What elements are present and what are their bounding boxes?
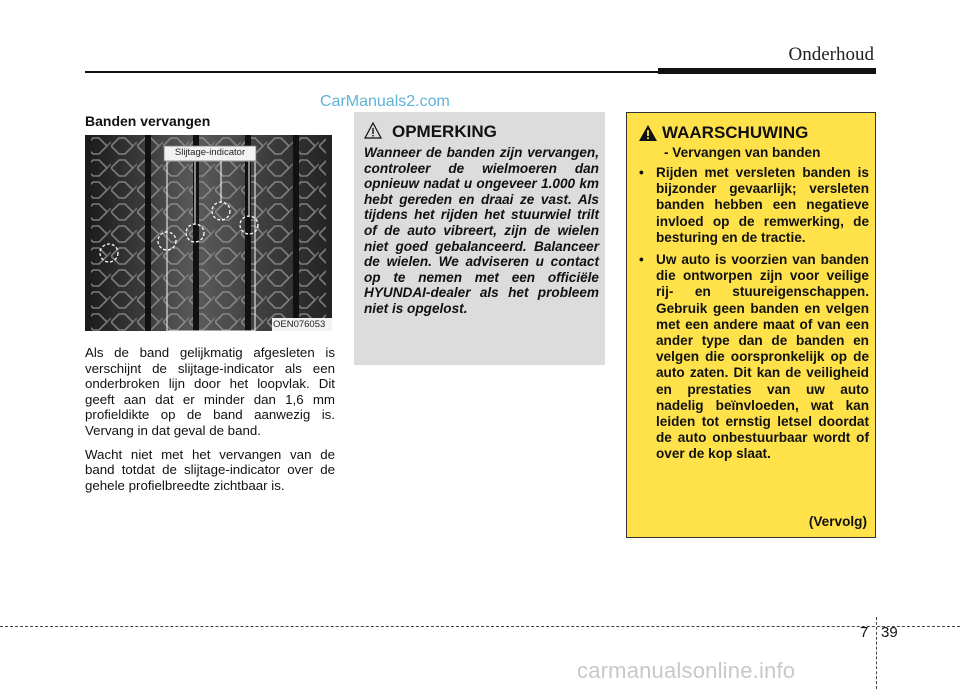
caution-triangle-icon xyxy=(364,122,382,139)
tire-figure xyxy=(85,135,332,331)
figure-code: OEN076053 xyxy=(273,319,326,330)
note-box xyxy=(354,112,605,365)
warning-box xyxy=(626,112,876,538)
warning-list xyxy=(639,165,869,469)
list-item: • Uw auto is voorzien van banden die ontworpen zijn voor veilige rij- en stuureigenschappen. Gebruik geen banden en velgen met een andere maat of van een ander type dan de banden en velgen die oorspronkelijk op de auto zaten. Dit kan de veiligheid en prestaties van uw auto nadelig beïnvloeden, wat kan leiden tot ernstig letsel doordat de auto onbestuurbaar wordt of over de kop slaat. xyxy=(639,252,869,463)
header-rule xyxy=(85,71,660,73)
section-title: Banden vervangen xyxy=(85,113,211,129)
warning-title: WAARSCHUWING xyxy=(662,123,809,142)
header-rule-accent xyxy=(658,68,876,74)
figure-callout-label: Slijtage-indicator xyxy=(174,147,246,158)
paragraph: Als de band gelijkmatig afgesleten is verschijnt de slijtage-indicator als een onderbroken lijn door het loopvlak. Dit geeft aan dat er minder dan 1,6 mm profieldikte op de band aanwezig is. Vervang in dat geval de band. xyxy=(85,345,335,438)
list-item: • Rijden met versleten banden is bijzonder gevaarlijk; versleten banden hebben een negatieve invloed op de remwerking, de besturing en de tractie. xyxy=(639,165,869,246)
continued-label: (Vervolg) xyxy=(808,514,867,529)
note-text: Wanneer de banden zijn vervangen, controleer de wielmoeren dan opnieuw nadat u ongeveer 1.000 km hebt gereden en draai ze vast. Als tijdens het rijden het stuurwiel trilt of de auto vibreert, zijn de wielen niet goed gebalanceerd. Balanceer de wielen. We adviseren u contact op te nemen met een officiële HYUNDAI-dealer als het probleem niet is opgelost. xyxy=(364,145,599,316)
note-title: OPMERKING xyxy=(392,122,497,141)
watermark-top: CarManuals2.com xyxy=(320,93,450,110)
header-title: Onderhoud xyxy=(788,44,874,65)
paragraph: Wacht niet met het vervangen van de band totdat de slijtage-indicator over de gehele profielbreedte zichtbaar is. xyxy=(85,446,335,493)
chapter-number: 7 xyxy=(860,624,869,641)
watermark-bottom: carmanualsonline.info xyxy=(577,658,796,683)
section-body xyxy=(85,345,335,501)
warning-triangle-icon xyxy=(638,124,658,142)
footer-divider xyxy=(876,617,877,689)
footer-rule xyxy=(0,626,960,627)
warning-subtitle: - Vervangen van banden xyxy=(664,145,821,160)
tire-tread-illustration xyxy=(85,135,332,331)
page-number: 39 xyxy=(881,624,898,641)
